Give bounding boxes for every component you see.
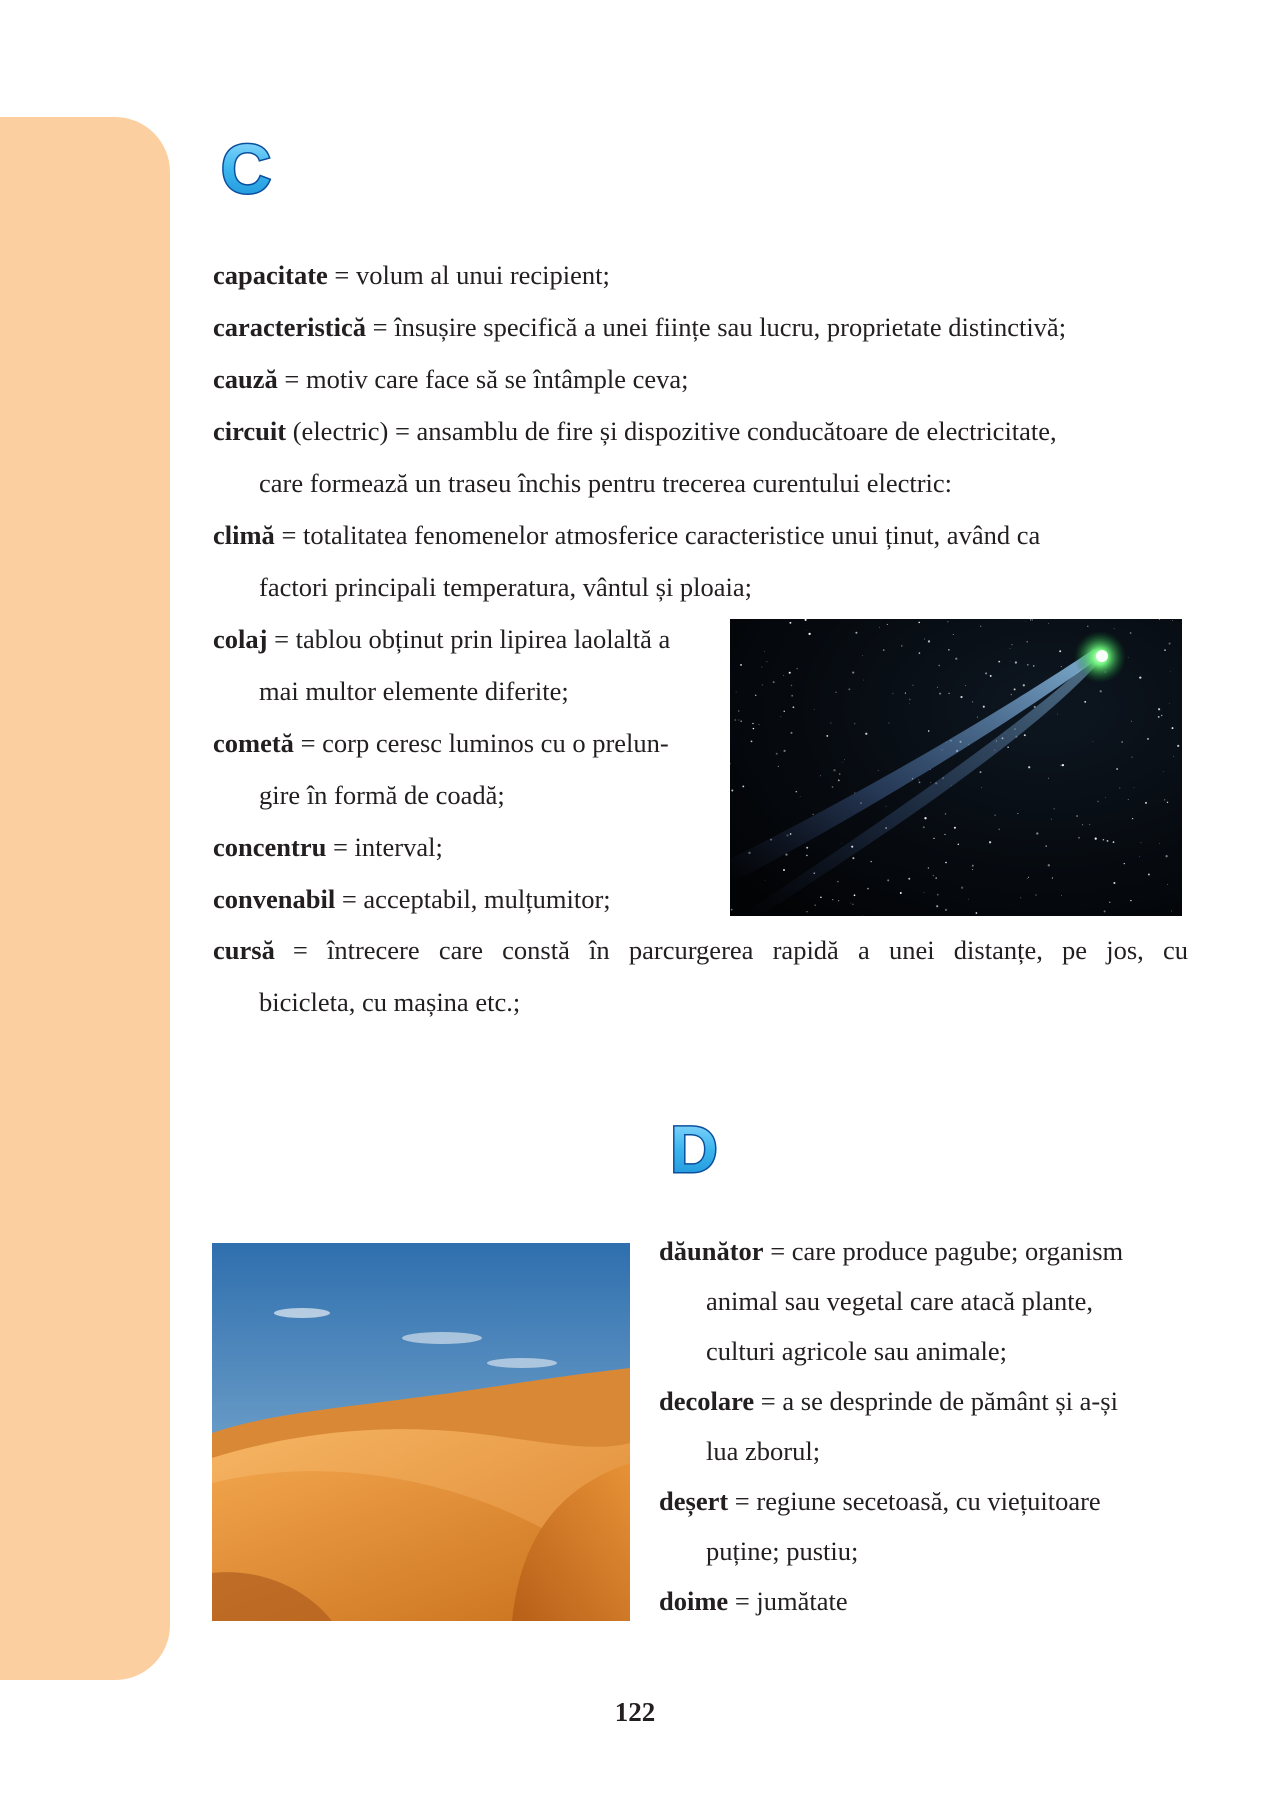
entry-cometa [213,728,669,758]
definition: = însușire specifică a unei ființe sau lucru, proprietate distinctivă; [366,312,1067,342]
entry-colaj-cont: mai multor elemente diferite; [259,676,569,706]
entry-cometa-cont: gire în formă de coadă; [259,780,505,810]
entry-daunator-cont: animal sau vegetal care atacă plante, [706,1286,1093,1316]
letter-d-text: D [670,1118,718,1178]
letter-c-heading [210,138,282,202]
definition: = motiv care face să se întâmple ceva; [277,364,689,394]
entry-decolare [659,1386,1118,1416]
entry-caracteristica [213,312,1066,342]
term: concentru [213,832,327,862]
definition-word: a [858,935,870,965]
definition-word: care [438,935,483,965]
term: cauză [213,364,278,394]
definition: = care produce pagube; organism [763,1236,1124,1266]
definition-word: rapidă [772,935,839,965]
definition: (electric) = ansamblu de fire și dispozitive conducătoare de electricitate, [286,416,1057,446]
entry-circuit-cont: care formează un traseu închis pentru trecerea curentului electric: [259,468,953,498]
term: deșert [659,1486,729,1516]
definition: = corp ceresc luminos cu o prelun- [293,728,669,758]
definition: = jumătate [728,1586,848,1616]
definition-word: = [292,935,308,965]
term: caracteristică [213,312,367,342]
definition: = a se desprinde de pământ și a-și [754,1386,1118,1416]
definition: = tablou obținut prin lipirea laolaltă a [267,624,671,654]
definition: = interval; [326,832,443,862]
term: cursă [213,935,275,965]
entry-cauza [213,364,689,394]
entry-capacitate [213,260,610,290]
comet-photo [730,619,1182,916]
entry-clima-cont: factori principali temperatura, vântul și ploaia; [259,572,753,602]
definition: = totalitatea fenomenelor atmosferice caracteristice unui ținut, având ca [274,520,1041,550]
definition [293,935,1188,965]
entry-desert [659,1486,1101,1516]
comet-image [730,619,1182,916]
definition-word: unei [888,935,935,965]
entry-cursa [213,935,1188,965]
page-number: 122 [614,1697,656,1727]
term: doime [659,1586,729,1616]
entry-doime [659,1586,848,1616]
entry-decolare-cont: lua zborul; [706,1436,821,1466]
entry-convenabil [213,884,611,914]
definition: = acceptabil, mulțumitor; [335,884,611,914]
entry-colaj [213,624,670,654]
term: cometă [213,728,294,758]
entry-concentru [213,832,443,862]
definition-word: distanțe, [953,935,1043,965]
term: convenabil [213,884,336,914]
term: colaj [213,624,268,654]
desert-photo [212,1243,630,1621]
entry-daunator-cont2: culturi agricole sau animale; [706,1336,1007,1366]
definition: = volum al unui recipient; [327,260,610,290]
term: capacitate [213,260,328,290]
definition-word: în [589,935,610,965]
term: climă [213,520,275,550]
term: circuit [213,416,287,446]
definition-word: jos, [1106,935,1144,965]
definition-word: pe [1062,935,1088,965]
definition-word: constă [502,935,570,965]
entry-desert-cont: puține; pustiu; [706,1536,859,1566]
side-band [0,117,170,1680]
definition-word: cu [1162,935,1188,965]
term: dăunător [659,1236,764,1266]
definition-word: întrecere [326,935,420,965]
entry-cursa-cont: bicicleta, cu mașina etc.; [259,987,521,1017]
letter-c-text: C [220,138,272,202]
letter-d-heading [660,1118,728,1178]
term: decolare [659,1386,755,1416]
definition: = regiune secetoasă, cu viețuitoare [728,1486,1101,1516]
desert-image [212,1243,630,1621]
entry-daunator [659,1236,1123,1266]
entry-circuit [213,416,1057,446]
definition-word: parcurgerea [628,935,754,965]
entry-clima [213,520,1040,550]
